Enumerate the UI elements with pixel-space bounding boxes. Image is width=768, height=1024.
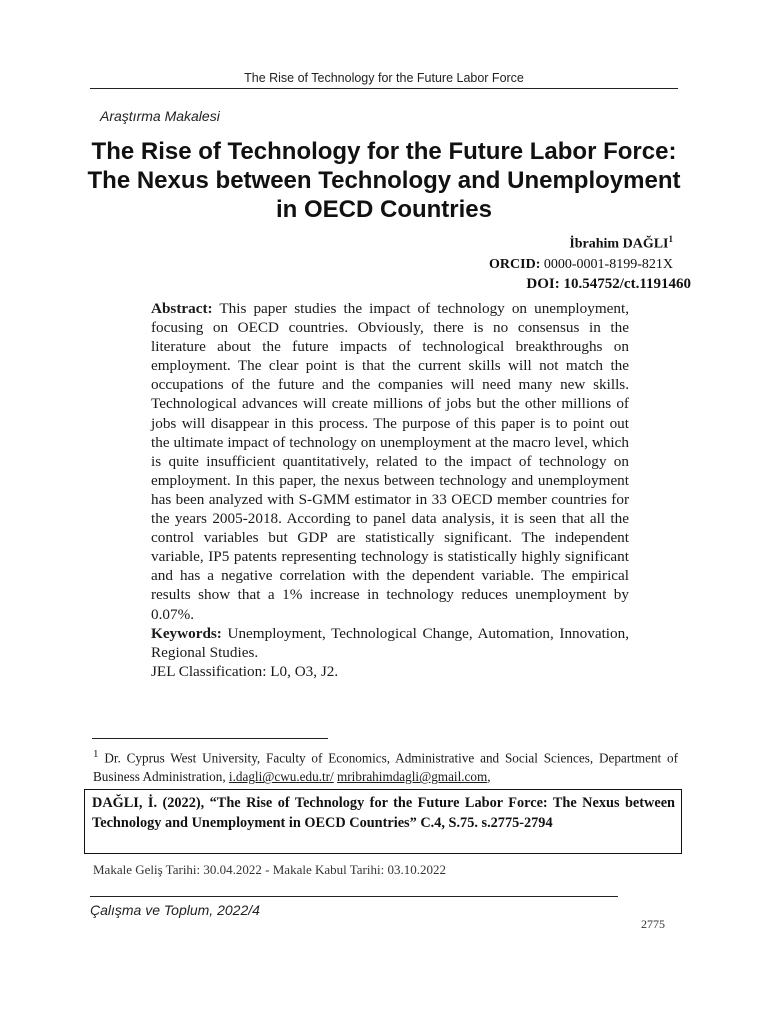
footnote-rule bbox=[92, 738, 328, 739]
citation-box: DAĞLI, İ. (2022), “The Rise of Technology for the Future Labor Force: The Nexus between Technology and Unemployment in OECD Countries” C.4, S.75. s.2775-2794 bbox=[84, 789, 682, 854]
footnote-text: Dr. Cyprus West University, Faculty of Economics, Administrative and Social Sciences, Department of Business Administration, bbox=[93, 750, 678, 785]
keywords-label: Keywords: bbox=[151, 624, 222, 642]
keywords-paragraph bbox=[151, 624, 629, 662]
running-header: The Rise of Technology for the Future Labor Force bbox=[244, 71, 524, 85]
orcid-value: 0000-0001-8199-821X bbox=[543, 256, 673, 272]
doi: DOI: 10.54752/ct.1191460 bbox=[526, 276, 691, 292]
page-number: 2775 bbox=[641, 917, 665, 931]
abstract-label: Abstract: bbox=[151, 300, 213, 317]
orcid bbox=[489, 255, 673, 275]
journal-name: Çalışma ve Toplum, 2022/4 bbox=[90, 902, 260, 918]
footnote-tail: , bbox=[487, 769, 491, 785]
abstract-block bbox=[151, 299, 629, 681]
submission-dates: Makale Geliş Tarihi: 30.04.2022 - Makale Kabul Tarihi: 03.10.2022 bbox=[93, 862, 446, 877]
footnote-email-2[interactable]: mribrahimdagli@gmail.com bbox=[337, 769, 488, 785]
abstract-text: This paper studies the impact of technology on unemployment, focusing on OECD countries. Obviously, there is no consensus in the literature about the future impacts of technological breakthroughs on employment. The clear point is that the current skills will not match the occupations of the future and the companies will need many new skills. Technological advances will create millions of jobs but the other millions of jobs will disappear in this process. The purpose of this paper is to point out the ultimate impact of technology on unemployment at the macro level, which is quite insufficient quantitatively, related to the impact of technology on employment. In this paper, the nexus between technology and unemployment has been analyzed with S-GMM estimator in 33 OECD member countries for the years 2005-2018. According to panel data analysis, it is seen that all the control variables but GDP are statistically significant. The independent variable, IP5 patents representing technology is statistically highly significant and has a negative correlation with the dependent variable. The empirical results show that a 1% increase in technology reduces unemployment by 0.07%. bbox=[151, 300, 630, 623]
orcid-label: ORCID: bbox=[489, 256, 541, 272]
jel-classification: JEL Classification: L0, O3, J2. bbox=[151, 662, 339, 680]
footer-rule bbox=[90, 896, 618, 897]
author-name-text: İbrahim DAĞLI bbox=[569, 236, 669, 252]
header-rule bbox=[90, 88, 678, 89]
author-name bbox=[489, 229, 673, 255]
author-footnote-mark: 1 bbox=[668, 234, 673, 244]
footnote bbox=[93, 745, 678, 786]
keywords-text: Unemployment, Technological Change, Automation, Innovation, Regional Studies. bbox=[151, 624, 629, 661]
author-block bbox=[489, 229, 673, 275]
article-type: Araştırma Makalesi bbox=[100, 108, 220, 124]
footnote-email-1[interactable]: i.dagli@cwu.edu.tr/ bbox=[228, 769, 334, 785]
paper-title: The Rise of Technology for the Future Labor Force: The Nexus between Technology and Unemployment in OECD Countries bbox=[87, 138, 681, 223]
abstract-paragraph bbox=[151, 299, 629, 624]
footnote-mark: 1 bbox=[93, 748, 99, 760]
